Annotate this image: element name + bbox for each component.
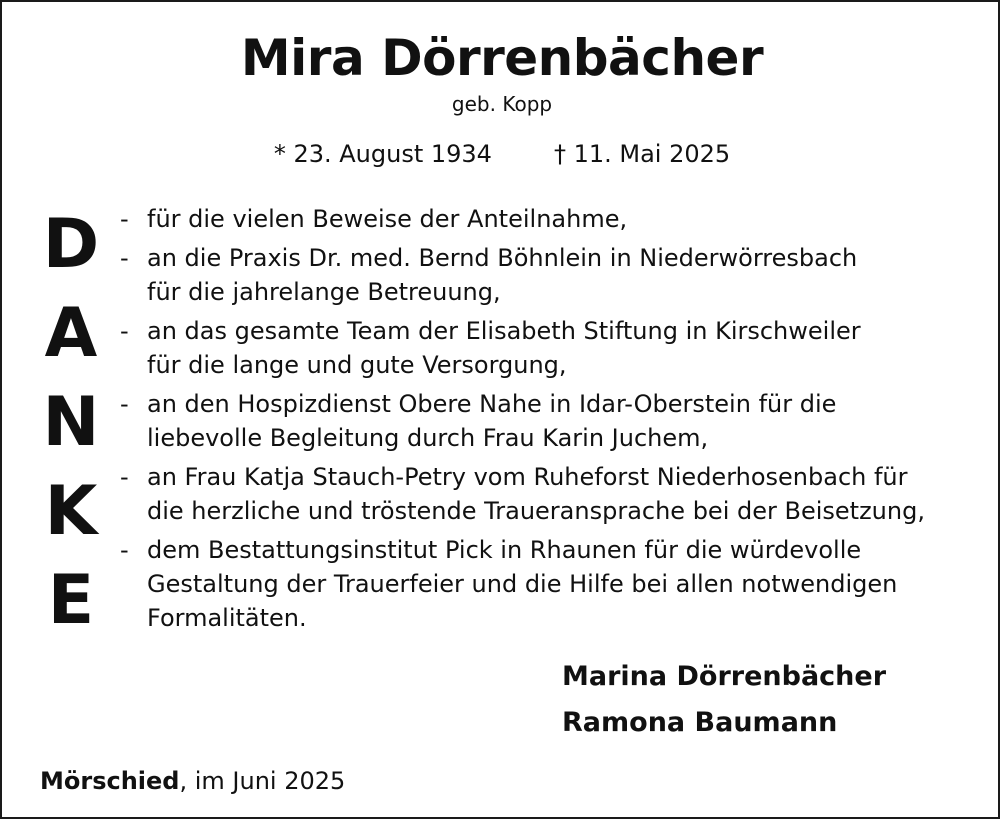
signer-name: Ramona Baumann bbox=[562, 707, 838, 738]
date-text: , im Juni 2025 bbox=[179, 767, 346, 795]
danke-letter: N bbox=[42, 383, 100, 462]
thanks-item bbox=[120, 533, 980, 635]
danke-letter: A bbox=[44, 294, 98, 373]
thanks-item bbox=[120, 241, 980, 309]
thanks-line: - für die vielen Beweise der Anteilnahme, bbox=[147, 205, 628, 233]
thanks-line: - an die Praxis Dr. med. Bernd Böhnlein in Niederwörresbach bbox=[147, 244, 858, 272]
signers bbox=[562, 654, 886, 746]
thanks-line: - an das gesamte Team der Elisabeth Stiftung in Kirschweiler bbox=[147, 317, 861, 345]
thanks-item bbox=[120, 460, 980, 528]
signer-name: Marina Dörrenbächer bbox=[562, 661, 887, 692]
thanks-line: - dem Bestattungsinstitut Pick in Rhaunen für die würdevolle bbox=[147, 536, 862, 564]
danke-letter: E bbox=[47, 561, 95, 640]
death-date: † 11. Mai 2025 bbox=[553, 140, 731, 168]
thanks-item bbox=[120, 314, 980, 382]
thanks-line: für die lange und gute Versorgung, bbox=[147, 351, 567, 379]
thanks-item bbox=[120, 202, 980, 236]
birth-date: * 23. August 1934 bbox=[273, 140, 492, 168]
danke-letter: K bbox=[44, 472, 98, 551]
thanks-line: - an den Hospizdienst Obere Nahe in Idar-Oberstein für die bbox=[147, 390, 837, 418]
place-name: Mörschied bbox=[40, 767, 180, 795]
thanks-line: Formalitäten. bbox=[147, 604, 307, 632]
deceased-name: Mira Dörrenbächer bbox=[240, 29, 764, 87]
thanks-line: für die jahrelange Betreuung, bbox=[147, 278, 501, 306]
thanks-line: die herzliche und tröstende Traueransprache bei der Beisetzung, bbox=[147, 497, 925, 525]
maiden-name: geb. Kopp bbox=[451, 92, 553, 116]
thanks-line: Gestaltung der Trauerfeier und die Hilfe bei allen notwendigen bbox=[147, 570, 898, 598]
thanks-line: liebevolle Begleitung durch Frau Karin Juchem, bbox=[147, 424, 709, 452]
thanks-list bbox=[120, 202, 980, 640]
danke-letter: D bbox=[42, 205, 100, 284]
thanks-line: - an Frau Katja Stauch-Petry vom Ruheforst Niederhosenbach für bbox=[147, 463, 908, 491]
place-and-date bbox=[40, 767, 345, 796]
life-dates bbox=[2, 140, 1000, 169]
danke-vertical-word bbox=[36, 200, 106, 645]
thanks-item bbox=[120, 387, 980, 455]
